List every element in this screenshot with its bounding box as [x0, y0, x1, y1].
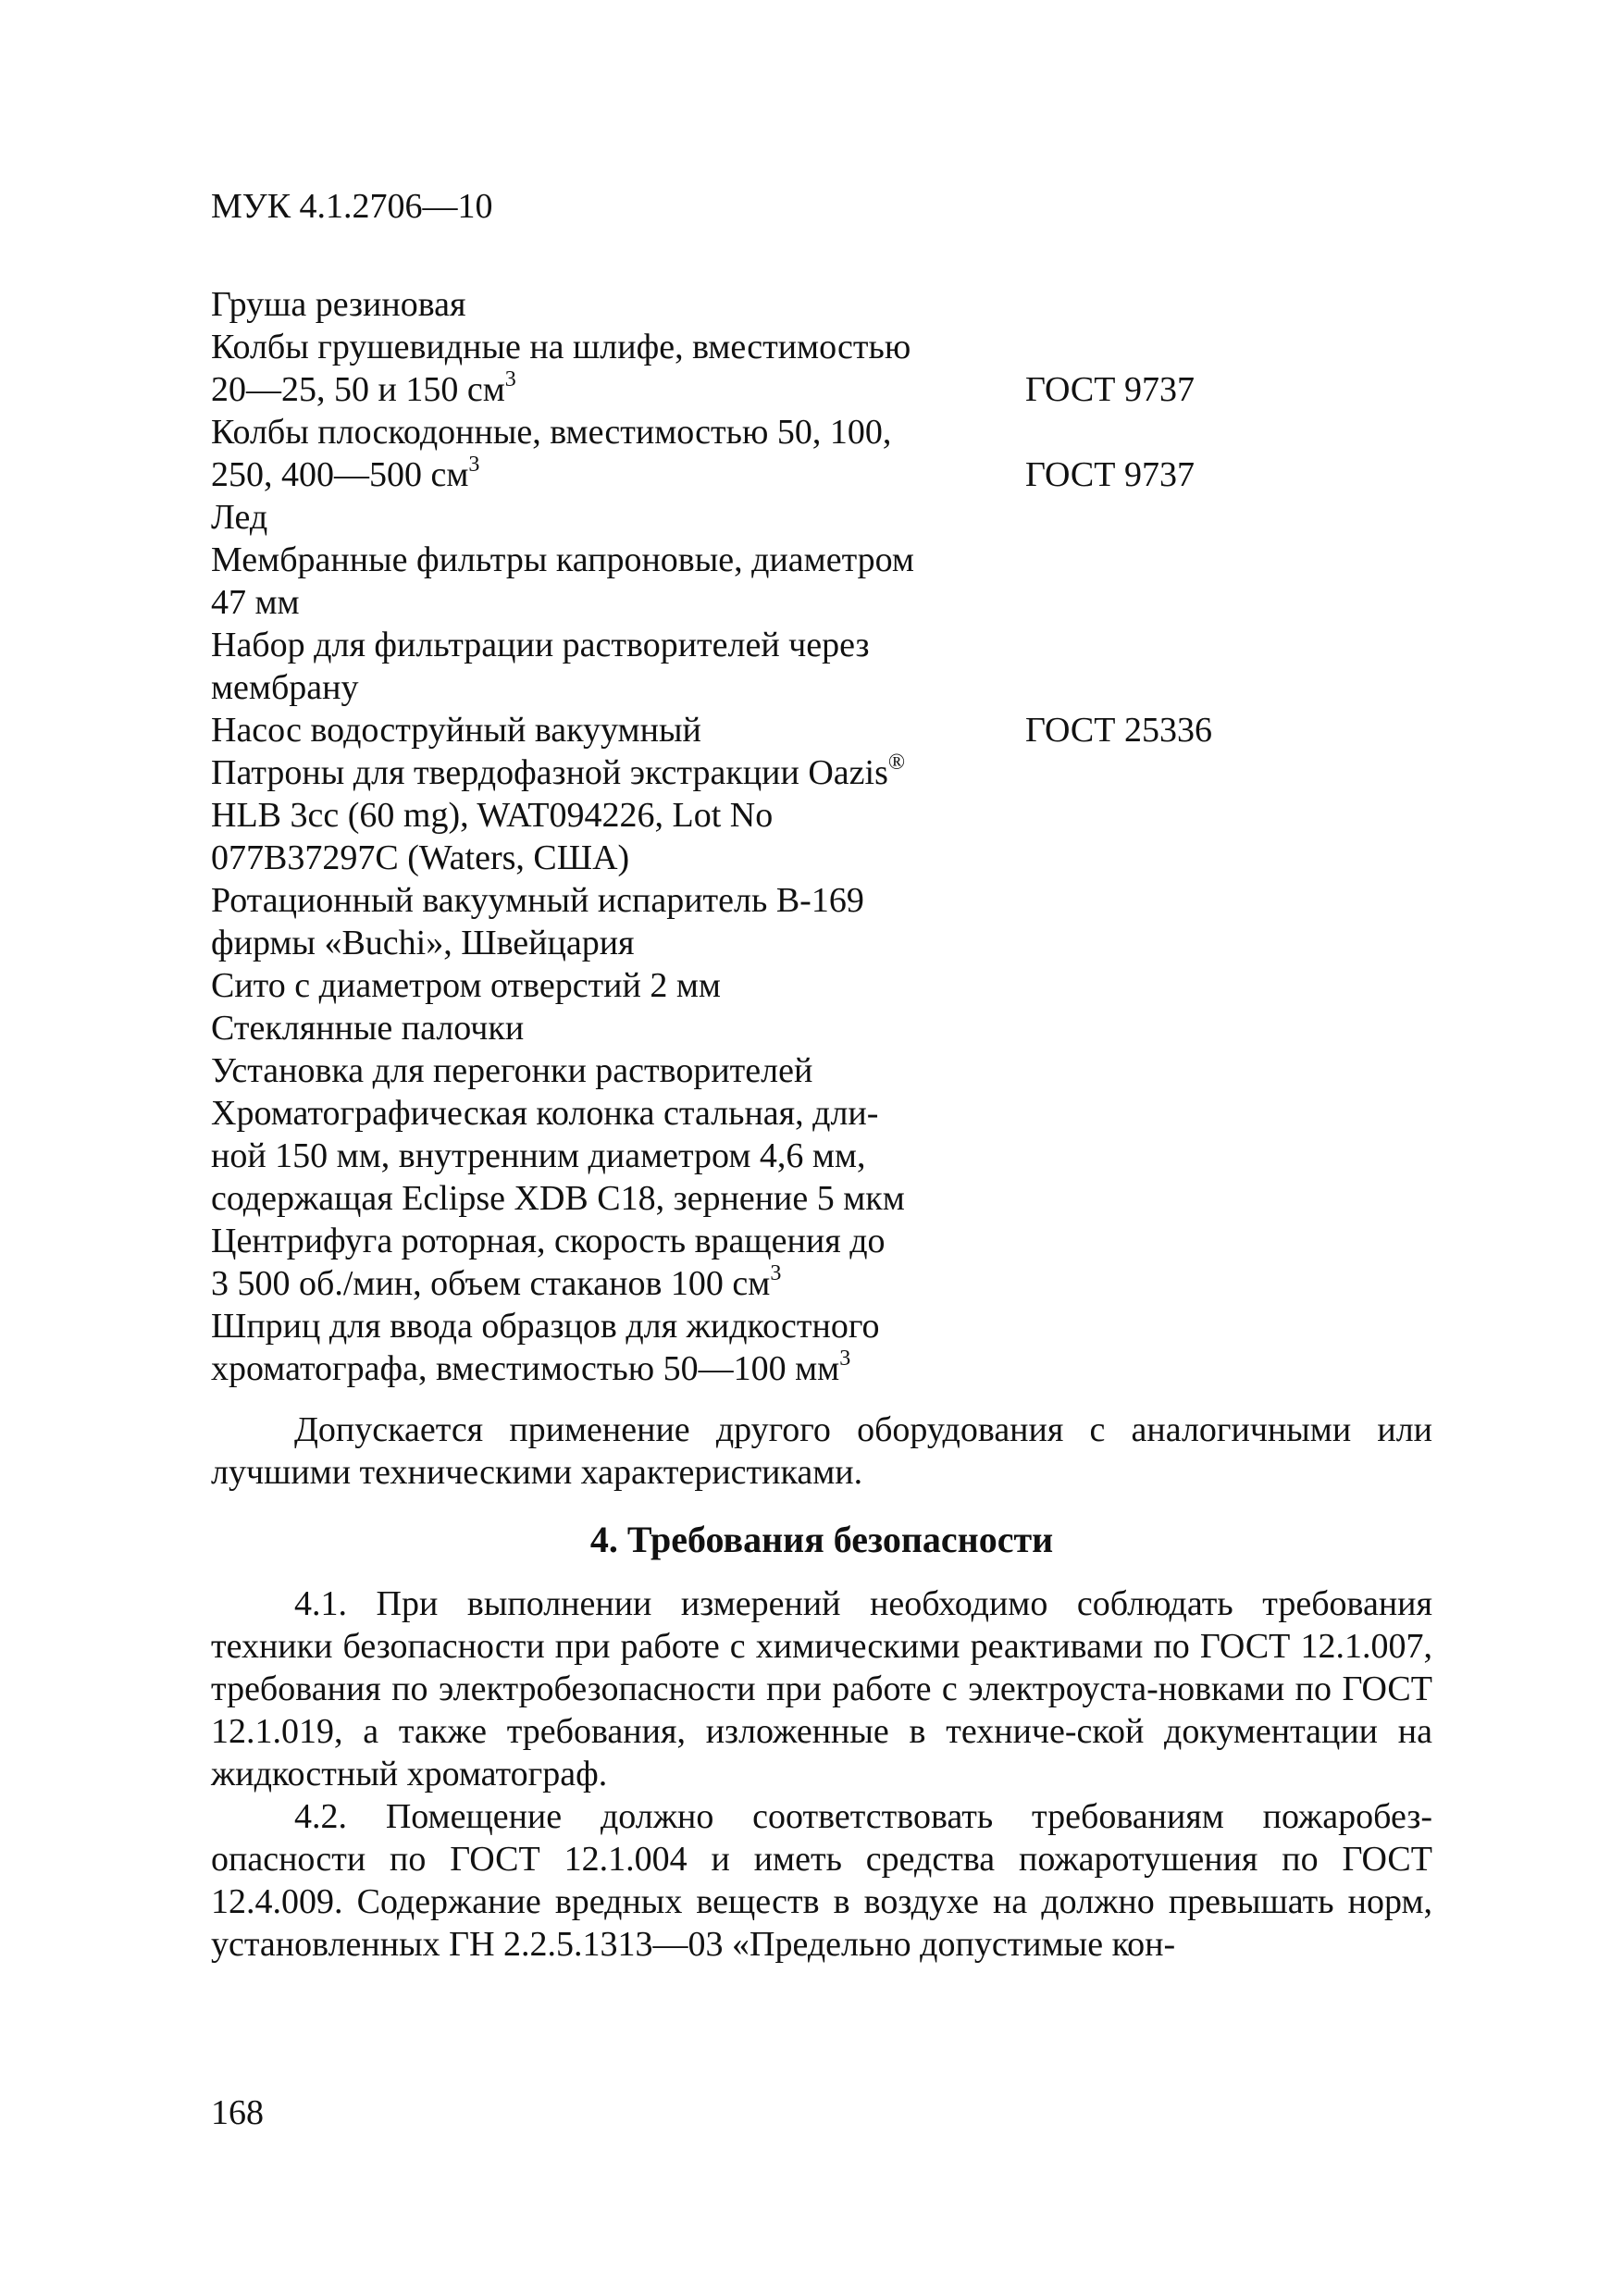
- equipment-item-text: Стеклянные палочки: [211, 1009, 525, 1048]
- equipment-item: [211, 624, 1432, 709]
- equipment-item-text: Набор для фильтрации растворителей через: [211, 626, 870, 664]
- registered-mark: ®: [887, 751, 906, 775]
- equipment-item: [211, 1049, 1432, 1092]
- equipment-item-text: Ротационный вакуумный испаритель В-169: [211, 881, 864, 920]
- equipment-item-text: Колбы грушевидные на шлифе, вместимостью: [211, 328, 911, 366]
- equipment-list: [211, 283, 1432, 1390]
- equipment-item-text: содержащая Eclipse XDB C18, зернение 5 мкм: [211, 1179, 905, 1218]
- equipment-standard: ГОСТ 9737: [1025, 455, 1195, 494]
- equipment-item-text: фирмы «Buchi», Швейцария: [211, 924, 635, 962]
- equipment-item: [211, 1007, 1432, 1049]
- equipment-item: [211, 326, 1432, 411]
- superscript: 3: [468, 453, 480, 477]
- equipment-item: [211, 496, 1432, 539]
- equipment-item: [211, 411, 1432, 496]
- equipment-item-text: Шприц для ввода образцов для жидкостного: [211, 1307, 880, 1346]
- document-code-header: МУК 4.1.2706—10: [211, 187, 493, 226]
- equipment-item: [211, 879, 1432, 964]
- superscript: 3: [770, 1261, 782, 1285]
- equipment-item-text: 077B37297C (Waters, США): [211, 838, 630, 877]
- superscript: 3: [504, 367, 516, 391]
- equipment-item: [211, 283, 1432, 326]
- equipment-item-text: Колбы плоскодонные, вместимостью 50, 100,: [211, 413, 892, 452]
- equipment-item: [211, 539, 1432, 624]
- equipment-item-text: Мембранные фильтры капроновые, диаметром: [211, 540, 914, 579]
- equipment-item: [211, 709, 1432, 751]
- equipment-standard: ГОСТ 9737: [1025, 370, 1195, 409]
- equipment-standard: ГОСТ 25336: [1025, 711, 1212, 750]
- equipment-note: Допускается применение другого оборудования с аналогичными или лучшими техническими характеристиками.: [211, 1410, 1432, 1492]
- equipment-item-text: HLB 3cc (60 mg), WAT094226, Lot No: [211, 796, 774, 835]
- equipment-item: [211, 1305, 1432, 1390]
- equipment-item: [211, 964, 1432, 1007]
- equipment-item-text: хроматографа, вместимостью 50—100 $мм^3$: [211, 1347, 851, 1388]
- equipment-item-text: 47 мм: [211, 583, 300, 622]
- equipment-item: [211, 1220, 1432, 1305]
- equipment-item-text: ной 150 мм, внутренним диаметром 4,6 мм,: [211, 1136, 866, 1175]
- equipment-item-text: Патроны для твердофазной экстракции Oazis®: [211, 751, 906, 792]
- paragraph-4-1: 4.1. При выполнении измерений необходимо соблюдать требования техники безопасности при работе с химическими реактивами по ГОСТ 12.1.007, требования по электробезопасности при работе с электроуста-новками по ГОСТ 12.1.019, а также требования, изложенные в техниче-ской документации на жидкостный хроматограф.: [211, 1584, 1432, 1793]
- equipment-item: [211, 1092, 1432, 1220]
- equipment-item-text: Центрифуга роторная, скорость вращения до: [211, 1222, 886, 1260]
- superscript: 3: [839, 1347, 851, 1371]
- equipment-item-text: 3 500 об./мин, объем стаканов 100 $см^3$: [211, 1261, 782, 1303]
- paragraph-4-2: 4.2. Помещение должно соответствовать требованиям пожаробез-опасности по ГОСТ 12.1.004 и иметь средства пожаротушения по ГОСТ 12.4.009. Содержание вредных веществ в воздухе на должно превышать норм, установленных ГН 2.2.5.1313—03 «Предельно допустимые кон-: [211, 1797, 1432, 1964]
- document-page: [211, 0, 1432, 2296]
- equipment-item-text: Груша резиновая: [211, 285, 466, 324]
- page-number: 168: [211, 2093, 264, 2132]
- equipment-item-text: Насос водоструйный вакуумный: [211, 711, 701, 750]
- equipment-item-text: 250, 400—500 $см^3$: [211, 453, 480, 494]
- equipment-item-text: Лед: [211, 498, 268, 537]
- equipment-item-text: мембрану: [211, 668, 359, 707]
- equipment-item-text: Сито с диаметром отверстий 2 мм: [211, 966, 721, 1005]
- equipment-item-text: Хроматографическая колонка стальная, дли-: [211, 1094, 879, 1133]
- equipment-item-text: Установка для перегонки растворителей: [211, 1051, 813, 1090]
- section-title: 4. Требования безопасности: [589, 1519, 1054, 1560]
- equipment-item-text: 20—25, 50 и 150 $см^3$: [211, 367, 516, 409]
- equipment-item: [211, 751, 1432, 879]
